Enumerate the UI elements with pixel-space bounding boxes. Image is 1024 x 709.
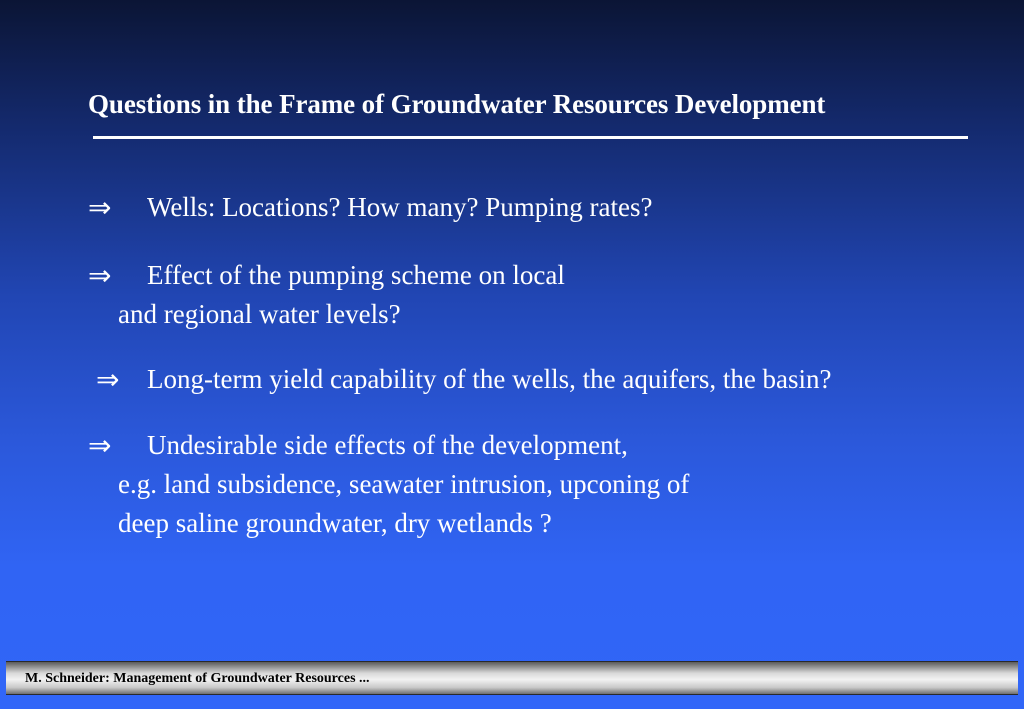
title-underline	[93, 136, 968, 139]
double-arrow-icon: ⇒	[88, 429, 112, 462]
bullet-text: Wells: Locations? How many? Pumping rates?	[147, 192, 653, 222]
bullet-text-continuation: and regional water levels?	[118, 299, 401, 329]
bullet-text-continuation: deep saline groundwater, dry wetlands ?	[118, 508, 552, 538]
slide-title: Questions in the Frame of Groundwater Resources Development	[88, 89, 826, 119]
bullet-text: Effect of the pumping scheme on local	[147, 260, 565, 290]
bullet-text-continuation: e.g. land subsidence, seawater intrusion, upconing of	[118, 469, 690, 499]
double-arrow-icon: ⇒	[96, 363, 120, 396]
bullet-text: Long-term yield capability of the wells, the aquifers, the basin?	[147, 364, 832, 394]
double-arrow-icon: ⇒	[88, 259, 112, 292]
footer-bar	[6, 661, 1018, 695]
footer-text: M. Schneider: Management of Groundwater Resources ...	[25, 671, 370, 686]
bullet-text: Undesirable side effects of the development,	[147, 430, 628, 460]
double-arrow-icon: ⇒	[88, 191, 112, 224]
